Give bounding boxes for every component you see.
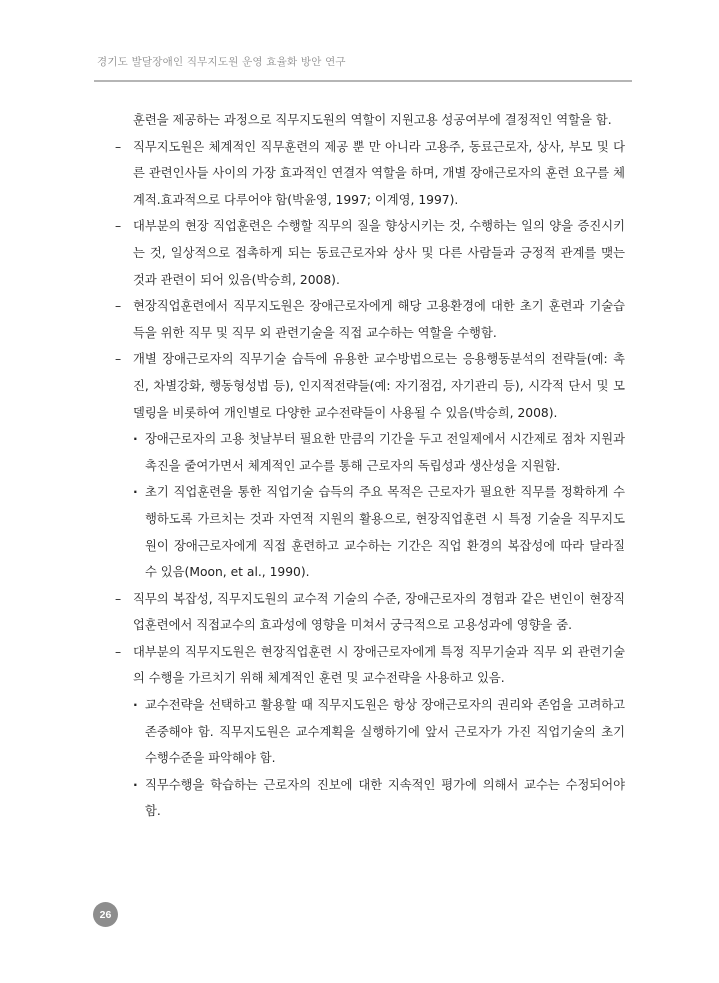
dash-item: – 개별 장애근로자의 직무기술 습득에 유용한 교수방법으로는 응용행동분석의 전략들(예: 촉진, 차별강화, 행동형성법 등), 인지적전략들(예: 자기점검, 자기관리 등), 시각적 단서 및 모델링을 비롯하여 개인별로 다양한 교수전략들이 사용될 수 있음(박승희, 2008).	[115, 346, 625, 426]
dash-item: – 대부분의 현장 직업훈련은 수행할 직무의 질을 향상시키는 것, 수행하는 일의 양을 증진시키는 것, 일상적으로 접촉하게 되는 동료근로자와 상사 및 다른 사람들과 긍정적 관계를 맺는 것과 관련이 되어 있음(박승희, 2008).	[115, 213, 625, 293]
bullet-item: · 초기 직업훈련을 통한 직업기술 습득의 주요 목적은 근로자가 필요한 직무를 정확하게 수행하도록 가르치는 것과 자연적 지원의 활용으로, 현장직업훈련 시 특정 기술을 직무지도원이 장애근로자에게 직접 훈련하고 교수하는 기간은 직업 환경의 복잡성에 따라 달라질 수 있음(Moon, et al., 1990).	[115, 479, 625, 585]
bullet-item: · 교수전략을 선택하고 활용할 때 직무지도원은 항상 장애근로자의 권리와 존엄을 고려하고 존중해야 함. 직무지도원은 교수계획을 실행하기에 앞서 근로자가 가진 직업기술의 초기 수행수준을 파악해야 함.	[115, 692, 625, 772]
dash-item: – 대부분의 직무지도원은 현장직업훈련 시 장애근로자에게 특정 직무기술과 직무 외 관련기술의 수행을 가르치기 위해 체계적인 훈련 및 교수전략을 사용하고 있음.	[115, 639, 625, 692]
page-number-badge: 26	[93, 902, 118, 927]
bullet-item: · 직무수행을 학습하는 근로자의 진보에 대한 지속적인 평가에 의해서 교수는 수정되어야 함.	[115, 772, 625, 825]
dash-item: – 직무의 복잡성, 직무지도원의 교수적 기술의 수준, 장애근로자의 경험과 같은 변인이 현장직업훈련에서 직접교수의 효과성에 영향을 미쳐서 궁극적으로 고용성과에 영향을 줌.	[115, 586, 625, 639]
running-header: 경기도 발달장애인 직무지도원 운영 효율화 방안 연구	[97, 56, 346, 68]
paragraph-continuation: 훈련을 제공하는 과정으로 직무지도원의 역할이 지원고용 성공여부에 결정적인 역할을 함.	[133, 113, 612, 127]
header-divider	[94, 80, 632, 82]
document-body	[115, 107, 625, 825]
dash-item: – 직무지도원은 체계적인 직무훈련의 제공 뿐 만 아니라 고용주, 동료근로자, 상사, 부모 및 다른 관련인사들 사이의 가장 효과적인 연결자 역할을 하며, 개별 장애근로자의 훈련 요구를 체계적.효과적으로 다루어야 함(박윤영, 1997; 이계영, 1997).	[115, 134, 625, 214]
bullet-item: · 장애근로자의 고용 첫날부터 필요한 만큼의 기간을 두고 전일제에서 시간제로 점차 지원과 촉진을 줄여가면서 체계적인 교수를 통해 근로자의 독립성과 생산성을 지원함.	[115, 426, 625, 479]
dash-item: – 현장직업훈련에서 직무지도원은 장애근로자에게 해당 고용환경에 대한 초기 훈련과 기술습득을 위한 직무 및 직무 외 관련기술을 직접 교수하는 역할을 수행함.	[115, 293, 625, 346]
